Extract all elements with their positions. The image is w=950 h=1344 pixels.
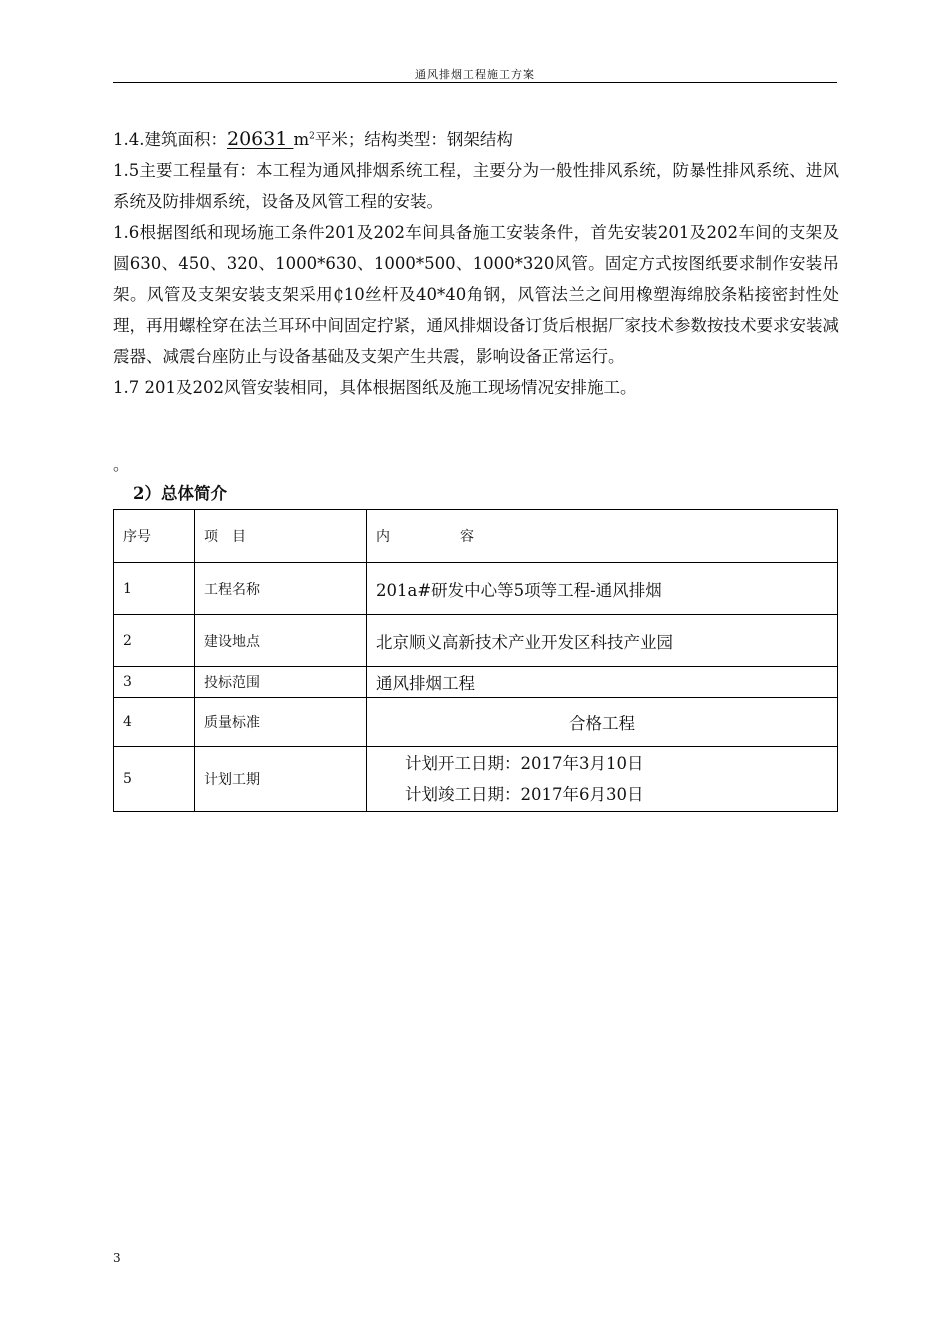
cell-number: 4 <box>114 698 195 747</box>
overview-table <box>113 509 838 812</box>
trailing-period: 。 <box>113 455 130 474</box>
table-row <box>114 698 838 747</box>
table-row <box>114 563 838 615</box>
table-header-row <box>114 510 838 563</box>
cell-content: 北京顺义高新技术产业开发区科技产业园 <box>367 615 838 667</box>
header-cell-item: 项 目 <box>195 510 367 563</box>
planned-finish-date: 计划竣工日期：2017年6月30日 <box>405 785 644 804</box>
cell-content-dates <box>367 747 838 812</box>
header-cell-number: 序号 <box>114 510 195 563</box>
table-row <box>114 747 838 812</box>
cell-content: 合格工程 <box>367 698 838 747</box>
cell-number: 3 <box>114 667 195 698</box>
paragraph-duct-installation: 1.7 201及202风管安装相同，具体根据图纸及施工现场情况安排施工。 <box>113 378 637 397</box>
cell-number: 1 <box>114 563 195 615</box>
unit-superscript: 2 <box>309 131 315 142</box>
section-title: 2）总体简介 <box>133 484 227 503</box>
paragraph-construction-conditions: 1.6根据图纸和现场施工条件201及202车间具备施工安装条件，首先安装201及202车间的支架及圆630、450、320、1000*630、1000*500、1000*320风管。固定方式按图纸要求制作安装吊架。风管及支架安装支架采用₵10丝杆及40*40角钢，风管法兰之间用橡塑海绵胶条粘接密封性处理，再用螺栓穿在法兰耳环中间固定拧紧，通风排烟设备订货后根据厂家技术参数按技术要求安装减震器、减震台座防止与设备基础及支架产生共震，影响设备正常运行。 <box>113 223 839 366</box>
table-row <box>114 615 838 667</box>
page-number: 3 <box>113 1251 121 1265</box>
header-cell-content: 内 容 <box>367 510 838 563</box>
table-row <box>114 667 838 698</box>
cell-content: 通风排烟工程 <box>367 667 838 698</box>
cell-item: 投标范围 <box>195 667 367 698</box>
cell-number: 5 <box>114 747 195 812</box>
area-unit <box>293 130 314 149</box>
area-value: 20631 <box>227 128 294 150</box>
cell-number: 2 <box>114 615 195 667</box>
body-paragraphs <box>113 124 839 403</box>
cell-content: 201a#研发中心等5项等工程-通风排烟 <box>367 563 838 615</box>
cell-item: 计划工期 <box>195 747 367 812</box>
cell-item: 工程名称 <box>195 563 367 615</box>
planned-start-date: 计划开工日期：2017年3月10日 <box>405 754 644 773</box>
cell-item: 质量标准 <box>195 698 367 747</box>
running-header: 通风排烟工程施工方案 <box>415 68 535 81</box>
cell-item: 建设地点 <box>195 615 367 667</box>
paragraph-main-quantities: 1.5主要工程量有：本工程为通风排烟系统工程，主要分为一般性排风系统，防暴性排风系统、进风系统及防排烟系统，设备及风管工程的安装。 <box>113 161 839 211</box>
paragraph-building-area <box>113 124 839 155</box>
structure-type-text: 平米；结构类型：钢架结构 <box>314 130 513 149</box>
header-divider <box>113 82 837 83</box>
unit-base: m <box>293 130 310 149</box>
area-label: 1.4.建筑面积： <box>113 130 227 149</box>
